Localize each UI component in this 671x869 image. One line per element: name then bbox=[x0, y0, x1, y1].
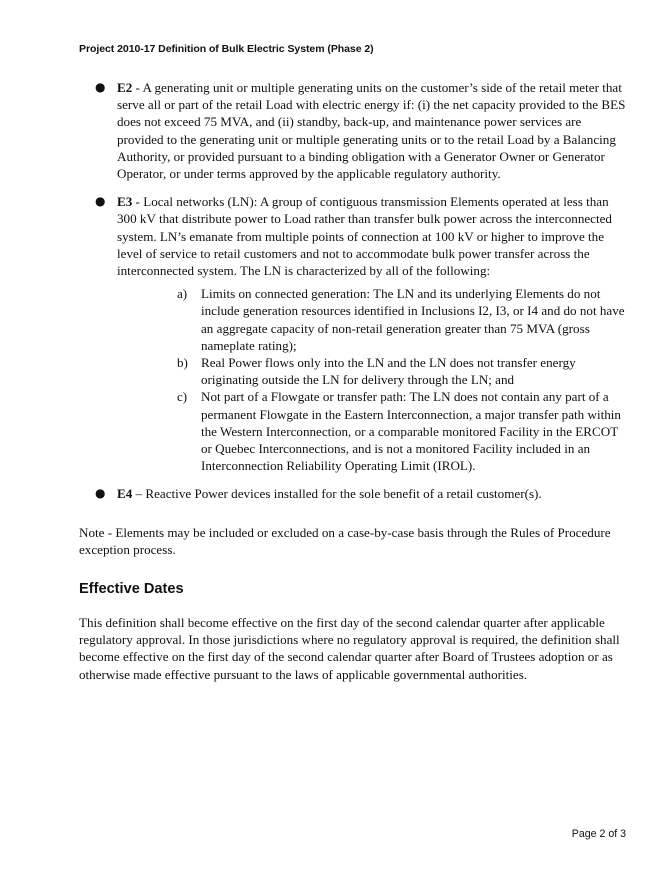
characteristic-item-b bbox=[177, 354, 627, 388]
exclusion-item-e3 bbox=[95, 193, 627, 279]
page-number: Page 2 of 3 bbox=[571, 828, 626, 840]
characteristic-item-a bbox=[177, 285, 627, 354]
bullet-icon: ● bbox=[95, 80, 106, 94]
exclusion-list bbox=[0, 79, 671, 503]
list-marker: a) bbox=[177, 286, 188, 302]
exclusion-text: Reactive Power devices installed for the sole benefit of a retail customer(s). bbox=[145, 486, 542, 502]
exclusion-separator: - bbox=[132, 194, 144, 210]
section-heading: Effective Dates bbox=[79, 581, 184, 597]
note-paragraph: Note - Elements may be included or excluded on a case-by-case basis through the Rules of Procedure exception process. bbox=[79, 525, 611, 558]
bullet-icon: ● bbox=[95, 194, 106, 209]
list-marker: c) bbox=[177, 389, 188, 405]
characteristic-text: Real Power flows only into the LN and the LN does not transfer energy originating outside the LN for delivery through the LN; and bbox=[201, 355, 576, 388]
characteristic-item-c bbox=[177, 388, 627, 474]
list-marker: b) bbox=[177, 355, 188, 371]
effective-dates-paragraph: This definition shall become effective on the first day of the second calendar quarter after applicable regulatory approval. In those jurisdictions where no regulatory approval is required, the definition shall become effective on the first day of the second calendar quarter after Board of Trustees adoption or as otherwise made effective pursuant to the laws of applicable governmental authorities. bbox=[79, 615, 620, 682]
exclusion-term: E2 bbox=[117, 80, 133, 95]
characteristics-list bbox=[177, 285, 627, 474]
exclusion-separator: - bbox=[132, 80, 143, 95]
exclusion-separator: – bbox=[132, 486, 146, 502]
exclusion-text: A generating unit or multiple generating units on the customer’s side of the retail meter that serve all or part of the retail Load with electric energy if: (i) the net capacity provided to the BES does not exceed 75 MVA, and (ii) standby, back-up, and maintenance power services are provided to the generating unit or multiple generating units or to the retail Load by a Balancing Authority, or provided pursuant to a binding obligation with a Generator Owner or Generator Operator, or under terms approved by the applicable regulatory authority. bbox=[117, 80, 626, 182]
exclusion-term: E4 bbox=[117, 486, 133, 502]
characteristic-text: Not part of a Flowgate or transfer path: The LN does not contain any part of a permanent Flowgate in the Eastern Interconnection, a major transfer path within the Western Interconnection, or a comparable monitored Facility in the ERCOT or Quebec Interconnections, and is not a monitored Facility included in an Interconnection Reliability Operating Limit (IROL). bbox=[201, 389, 621, 474]
document-header: Project 2010-17 Definition of Bulk Electric System (Phase 2) bbox=[79, 43, 374, 55]
exclusion-term: E3 bbox=[117, 194, 133, 210]
exclusion-item-e2 bbox=[95, 79, 627, 182]
characteristic-text: Limits on connected generation: The LN and its underlying Elements do not include generation resources identified in Inclusions I2, I3, or I4 and do not have an aggregate capacity of non-retail generation greater than 75 MVA (gross nameplate rating); bbox=[201, 286, 625, 353]
exclusion-text: Local networks (LN): A group of contiguous transmission Elements operated at less than 300 kV that distribute power to Load rather than transfer bulk power across the interconnected system. LN’s emanate from multiple points of connection at 100 kV or higher to improve the level of service to retail customers and not to accommodate bulk power transfer across the interconnected system. The LN is characterized by all of the following: bbox=[117, 194, 612, 279]
exclusion-item-e4 bbox=[95, 485, 627, 502]
bullet-icon: ● bbox=[95, 486, 106, 501]
